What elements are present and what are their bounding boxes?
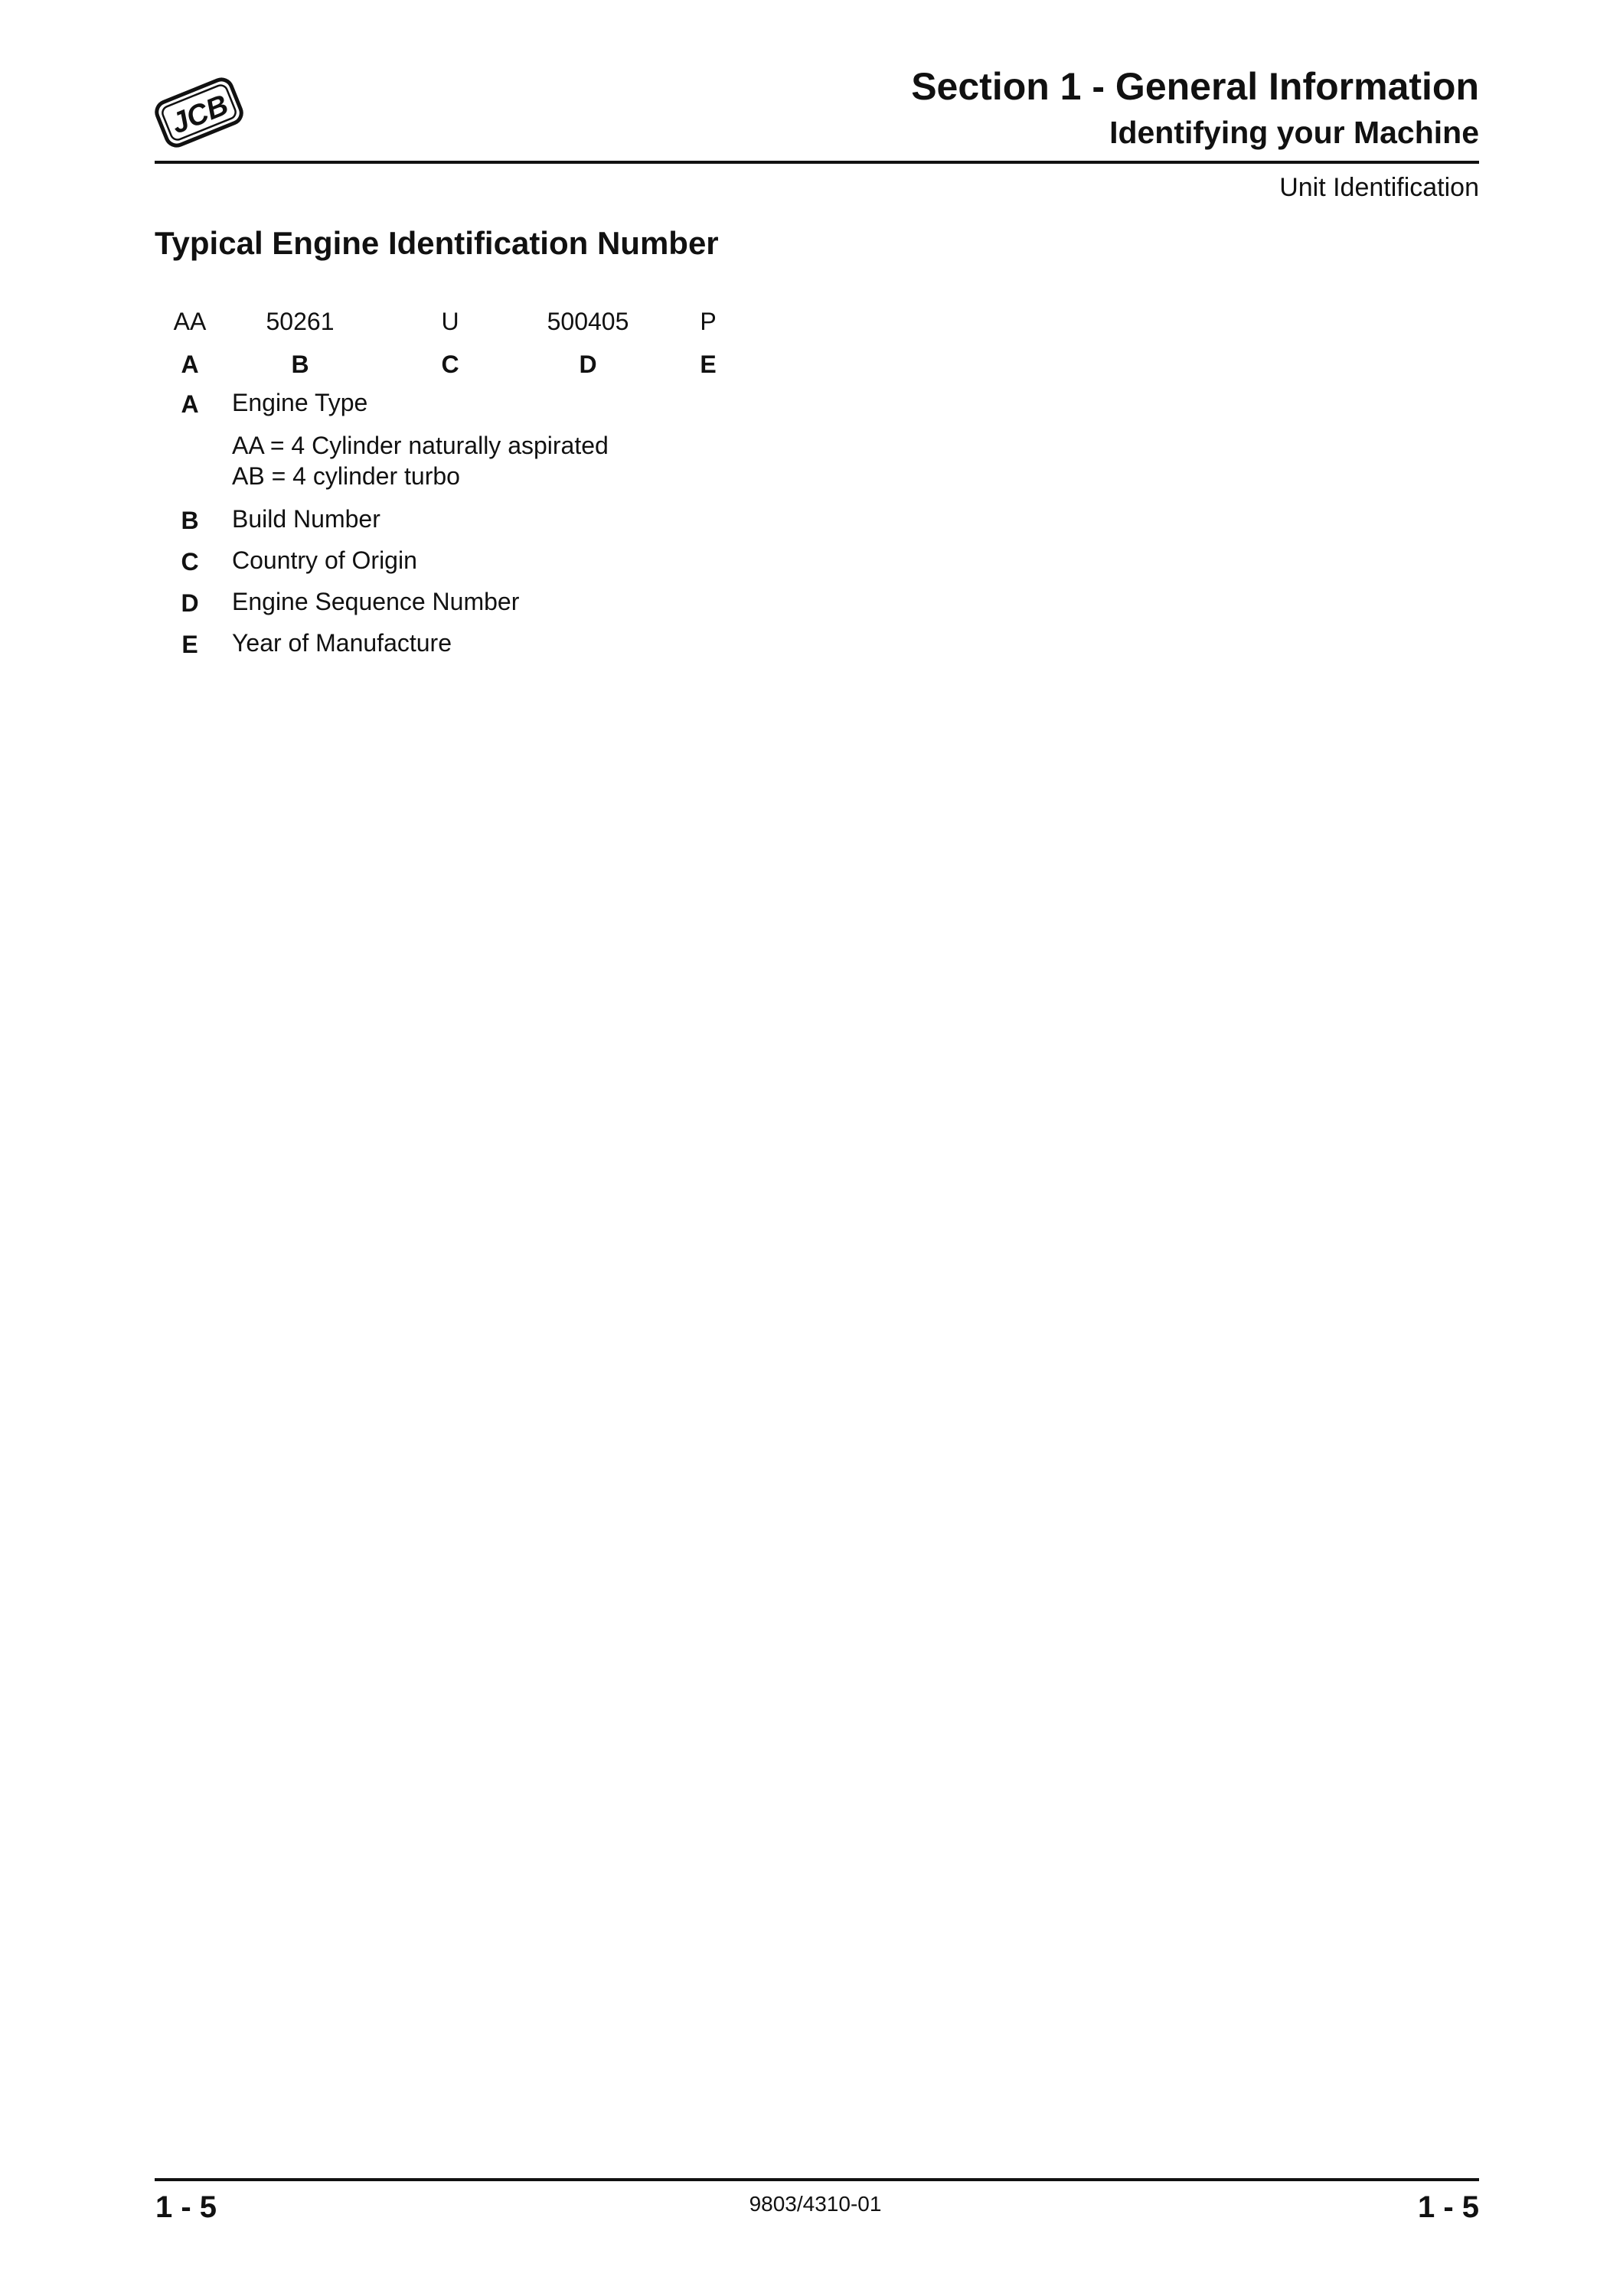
page-number-right: 1 - 5	[1417, 2190, 1479, 2224]
page-number-left: 1 - 5	[155, 2190, 217, 2224]
id-letter-e: E	[700, 351, 717, 378]
legend-key-b: B	[181, 507, 199, 534]
legend-label-c: Country of Origin	[232, 546, 417, 574]
header-divider	[155, 161, 1479, 164]
id-value-e: P	[700, 308, 717, 335]
id-letter-a: A	[181, 351, 199, 378]
legend-label-a: Engine Type	[232, 389, 368, 416]
section-subtitle: Identifying your Machine	[1109, 115, 1479, 150]
footer-divider	[155, 2178, 1479, 2181]
jcb-logo-icon	[153, 73, 245, 153]
id-letter-c: C	[441, 351, 459, 378]
svg-text:JCB: JCB	[167, 89, 233, 141]
legend-detail-ab: AB = 4 cylinder turbo	[232, 462, 460, 490]
legend-label-e: Year of Manufacture	[232, 629, 452, 657]
legend-detail-aa: AA = 4 Cylinder naturally aspirated	[232, 432, 609, 459]
legend-label-b: Build Number	[232, 505, 380, 533]
id-value-d: 500405	[547, 308, 629, 335]
legend-key-a: A	[181, 390, 199, 418]
id-value-b: 50261	[266, 308, 335, 335]
legend-key-e: E	[181, 631, 198, 658]
id-value-c: U	[441, 308, 459, 335]
page-title: Typical Engine Identification Number	[155, 225, 719, 261]
legend-label-d: Engine Sequence Number	[232, 588, 520, 615]
id-value-a: AA	[173, 308, 207, 335]
section-title: Section 1 - General Information	[911, 65, 1479, 108]
unit-heading: Unit Identification	[1279, 173, 1479, 202]
legend-key-c: C	[181, 548, 199, 576]
id-letter-b: B	[291, 351, 309, 378]
legend-key-d: D	[181, 589, 199, 617]
id-letter-d: D	[579, 351, 597, 378]
document-code: 9803/4310-01	[749, 2192, 882, 2216]
